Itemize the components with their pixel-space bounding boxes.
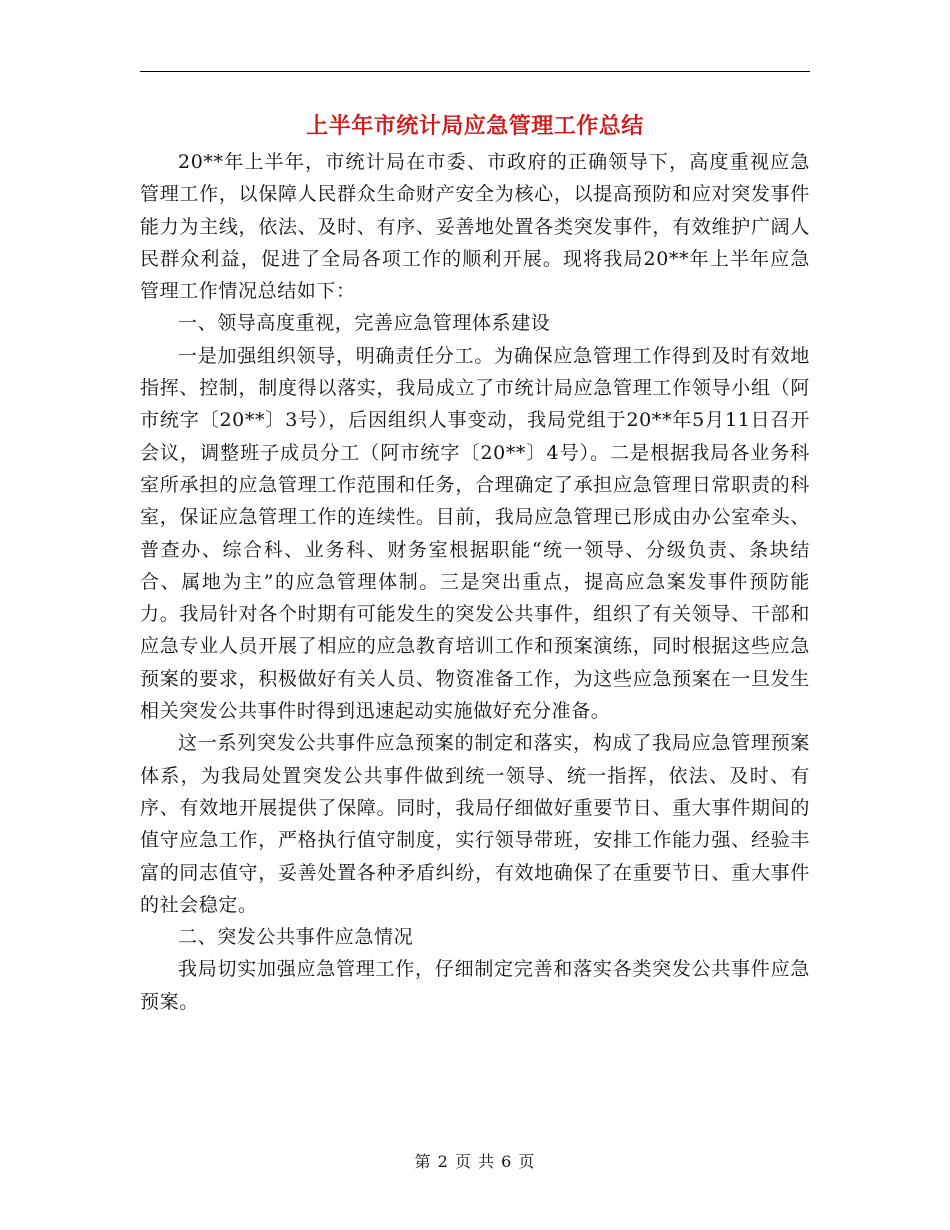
- header-rule: [140, 71, 810, 72]
- paragraph-intro: 20**年上半年，市统计局在市委、市政府的正确领导下，高度重视应急管理工作，以保障人民群众生命财产安全为核心，以提高预防和应对突发事件能力为主线，依法、及时、有序、妥善地处置各类突发事件，有效维护广阔人民群众利益，促进了全局各项工作的顺利开展。现将我局20**年上半年应急管理工作情况总结如下：: [140, 151, 810, 303]
- paragraph-plan-system: 这一系列突发公共事件应急预案的制定和落实，构成了我局应急管理预案体系，为我局处置突发公共事件做到统一领导、统一指挥，依法、及时、有序、有效地开展提供了保障。同时，我局仔细做好重要节日、重大事件期间的值守应急工作，严格执行值守制度，实行领导带班，安排工作能力强、经验丰富的同志值守，妥善处置各种矛盾纠纷，有效地确保了在重要节日、重大事件的社会稳定。: [140, 732, 810, 916]
- paragraph-emergency: 我局切实加强应急管理工作，仔细制定完善和落实各类突发公共事件应急预案。: [140, 958, 810, 1013]
- document-title: 上半年市统计局应急管理工作总结: [306, 113, 644, 139]
- paragraph-organization: 一是加强组织领导，明确责任分工。为确保应急管理工作得到及时有效地指挥、控制，制度得以落实，我局成立了市统计局应急管理工作领导小组（阿市统字〔20**〕3号），后因组织人事变动，我局党组于20**年5月11日召开会议，调整班子成员分工（阿市统字〔20**〕4号）。二是根据我局各业务科室所承担的应急管理工作范围和任务，合理确定了承担应急管理日常职责的科室，保证应急管理工作的连续性。目前，我局应急管理已形成由办公室牵头、普查办、综合科、业务科、财务室根据职能“统一领导、分级负责、条块结合、属地为主”的应急管理体制。三是突出重点，提高应急案发事件预防能力。我局针对各个时期有可能发生的突发公共事件，组织了有关领导、干部和应急专业人员开展了相应的应急教育培训工作和预案演练，同时根据这些应急预案的要求，积极做好有关人员、物资准备工作，为这些应急预案在一旦发生相关突发公共事件时得到迅速起动实施做好充分准备。: [140, 344, 810, 723]
- page-footer: 第 2 页 共 6 页: [414, 1152, 536, 1171]
- document-body: [140, 146, 810, 1018]
- section-heading-2: 二、突发公共事件应急情况: [178, 926, 414, 949]
- section-heading-1: 一、领导高度重视，完善应急管理体系建设: [178, 312, 551, 335]
